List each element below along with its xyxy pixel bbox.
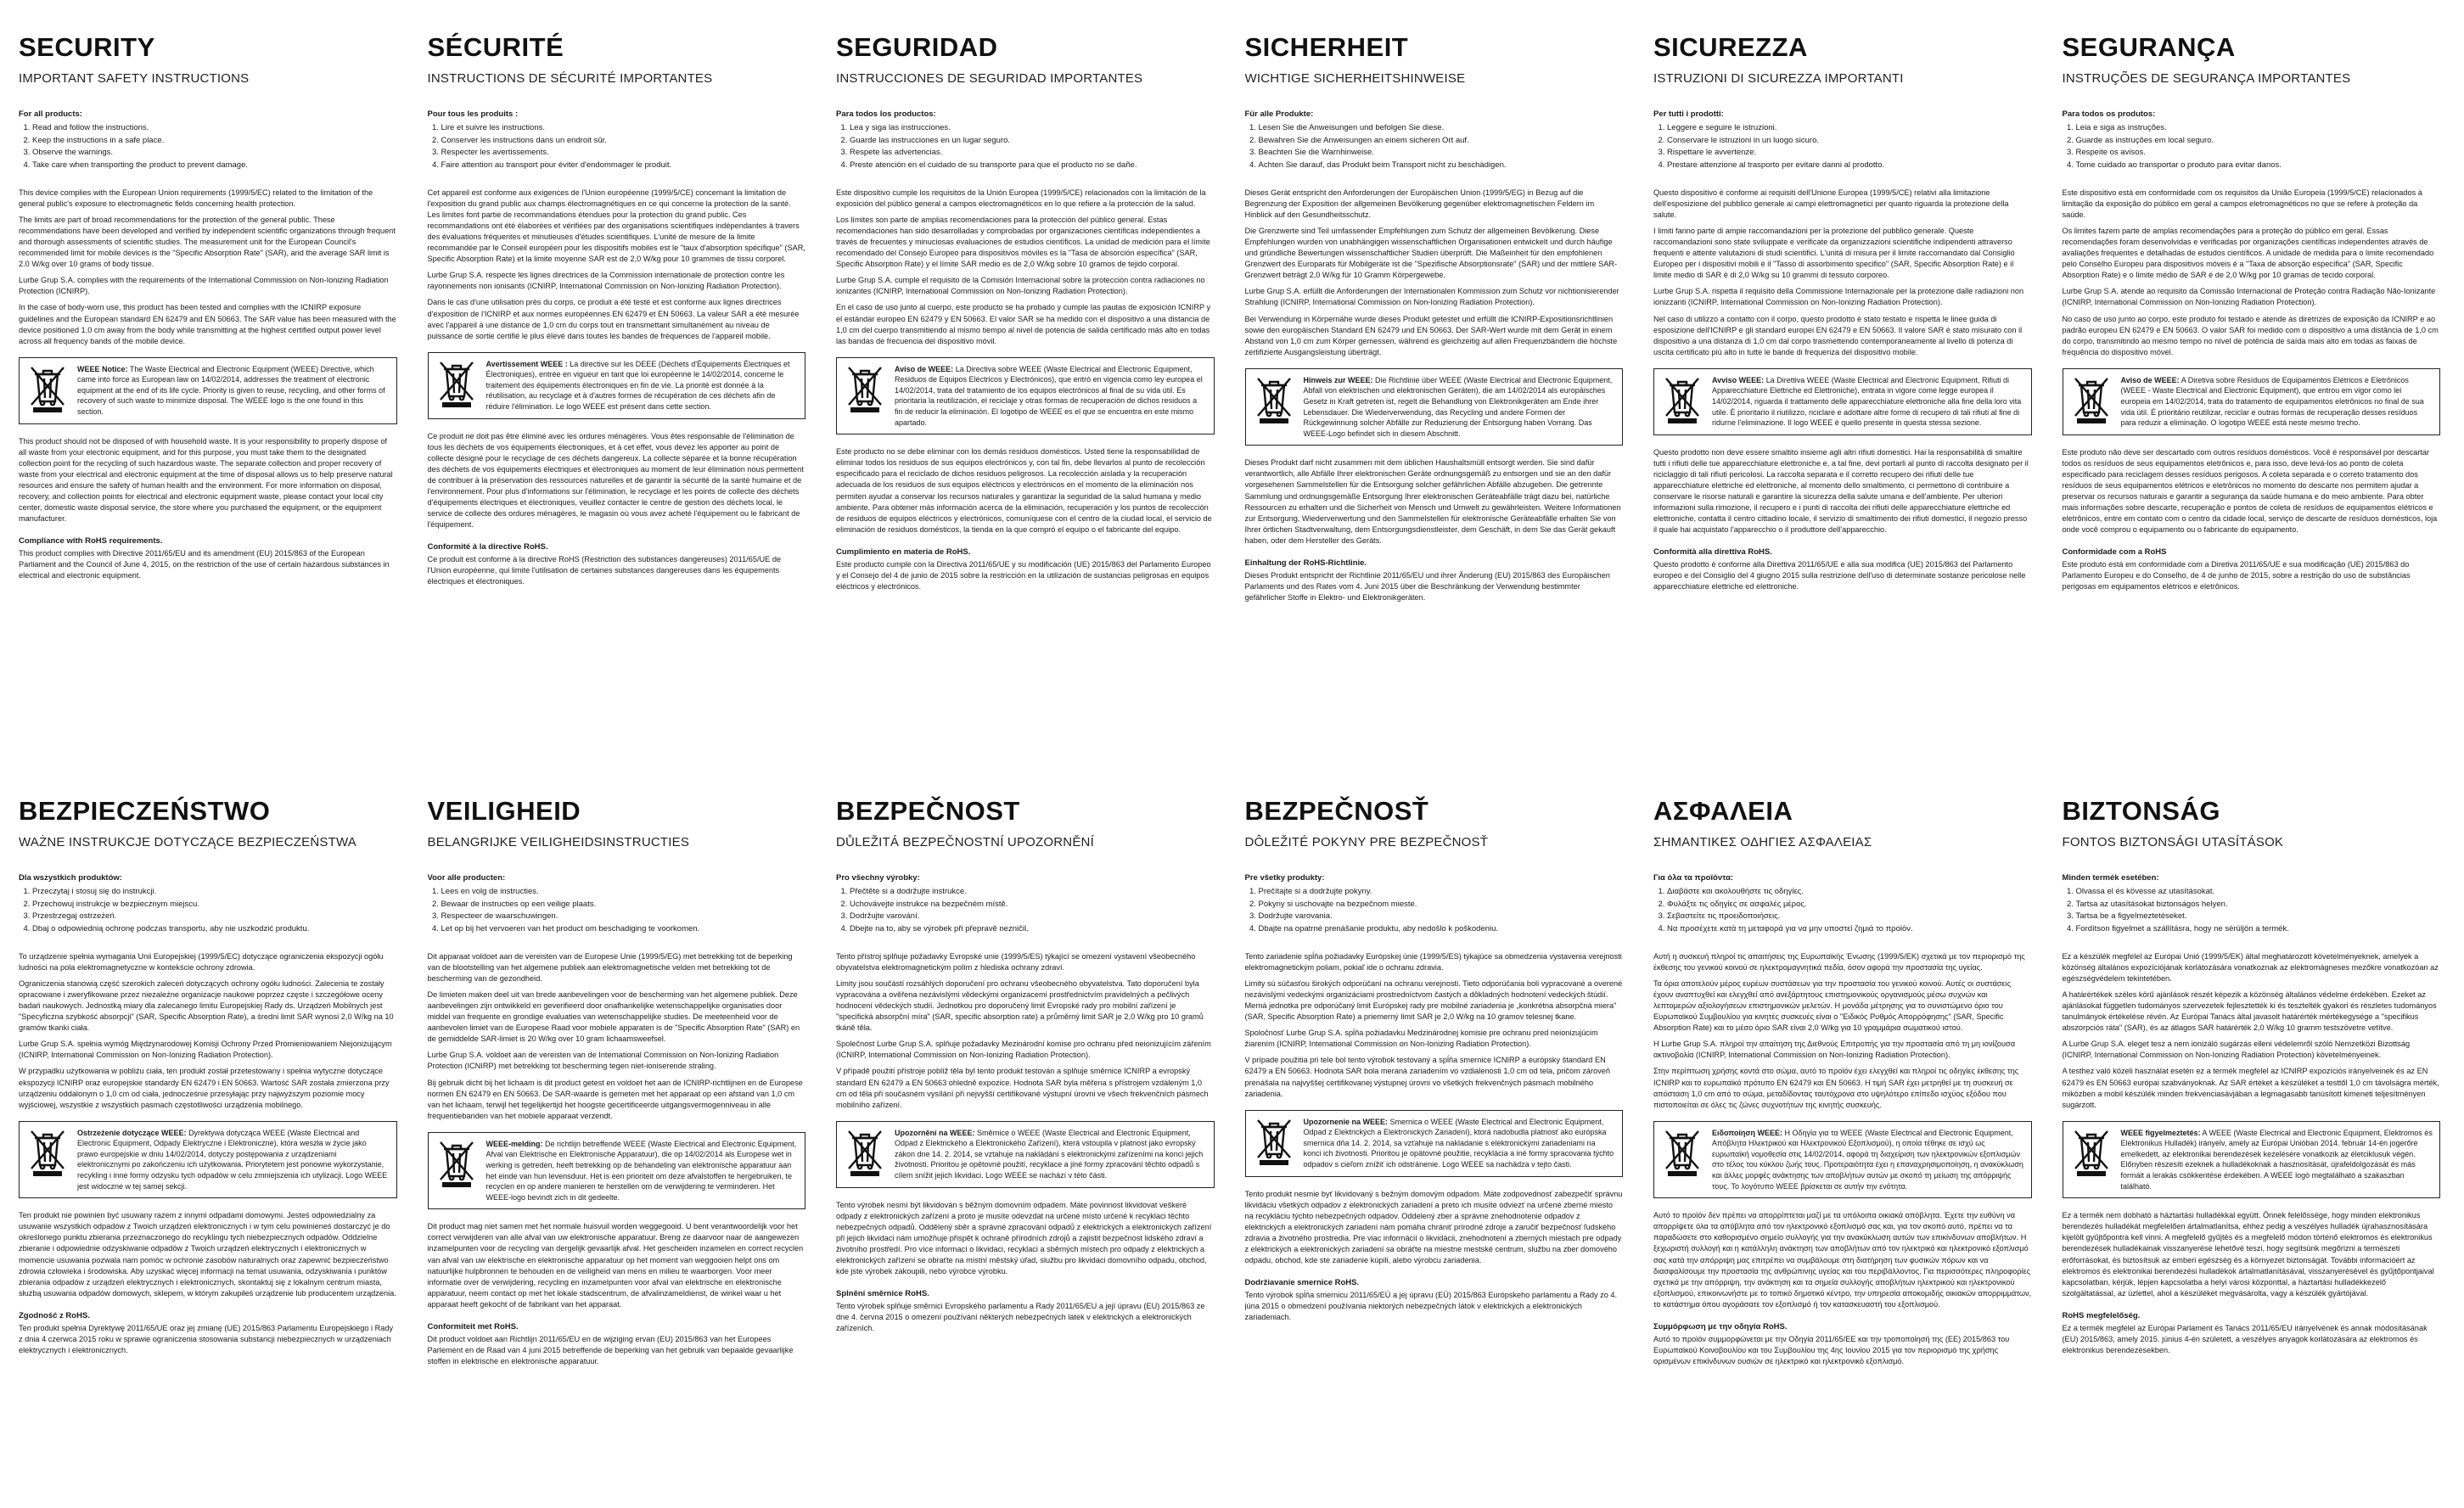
body-paragraph: Limity jsou součástí rozsáhlých doporučení pro ochranu všeobecného obyvatelstva. Tato doporučení byla vypracována a ověřena nezávislými vědeckými organizacemi prostřednictvím pravidelných a pečlivých hodnocení vědeckých studií. Jednotkou pro doporučený limit Evropské rady pro mobilní zařízení je "specifická absorpční míra" (SAR, specific absorption rate) a průměrný limit SAR je 2,0 W/kg pro 10 gramů tkáně těla. xyxy=(836,979,1204,1033)
rohs-title: Conformité à la directive RoHS. xyxy=(427,542,548,552)
body-paragraph: Lurbe Grup S.A. voldoet aan de vereisten van de International Commission on Non-Ionizing Radiation Protection (ICNIRP) met betrekking tot bescherming tegen niet-ioniserende straling. xyxy=(427,1051,779,1071)
sar-paragraphs xyxy=(428,951,806,1122)
instruction-item: 2. Pokyny si uschovajte na bezpečnom mieste. xyxy=(1259,899,1624,911)
weee-notice-box xyxy=(836,1121,1215,1188)
instruction-list xyxy=(19,122,397,172)
rohs-text: Este produto está em conformidade com a Diretiva 2011/65/UE e sua modificação (UE) 2015/863 do Parlamento Europeu e do Conselho, de 4 de junho de 2015, sobre a restrição do uso de substâncias perigosas em equipamentos elétricos e eletrônicos. xyxy=(2062,560,2411,591)
weee-notice-box xyxy=(1245,368,1624,446)
products-lead: Für alle Produkte: xyxy=(1244,109,1314,119)
instruction-item: 3. Dodržujte varování. xyxy=(850,911,1215,923)
instruction-item: 3. Respecter les avertissements. xyxy=(441,147,806,160)
weee-label: Upozornenie na WEEE: xyxy=(1303,1117,1389,1126)
body-paragraph: Este dispositivo cumple los requisitos de la Unión Europea (1999/5/CE) relacionados con la limitación de la exposición del público general a campos electromagnéticos en lo que refiere a la protección de la salud. xyxy=(836,188,1206,208)
weee-text xyxy=(2121,1128,2433,1192)
instruction-item: 1. Lire et suivre les instructions. xyxy=(441,122,806,135)
body-paragraph: Os limites fazem parte de amplas recomendações para a proteção do público em geral. Essas recomendações foram desenvolvidas e verificadas por organizações científicas independentes através de avaliações frequentes e detalhadas de estudos científicos. A unidade de medida para o limite recomendado pelo Conselho Europeu para dispositivos móveis é a "Taxa de absorção específica" (SAR, Specific Absorption Rate) e o limite médio de SAR é de 2,0 W/kg por 10 gramas de tecido corporal. xyxy=(2062,227,2434,280)
rohs-title: Conformità alla direttiva RoHS. xyxy=(1653,547,1772,558)
rohs-title: Zgodność z RoHS. xyxy=(19,1310,90,1320)
instruction-item: 3. Beachten Sie die Warnhinweise. xyxy=(1259,147,1624,160)
instruction-item: 1. Lees en volg de instructies. xyxy=(441,886,806,899)
body-paragraph: Ograniczenia stanowią część szerokich zaleceń dotyczących ochrony ogółu ludności. Zalecenia te zostały opracowane i zweryfikowane przez niezależne organizacje naukowe poprzez częste i szczegółowe oceny badań naukowych. Jednostką miary dla zalecanego limitu Europejskiej Rady ds. Urządzeń Mobilnych jest "Specyficzna szybkość absorpcji" (SAR, Specific Absorption Rate), a średni limit SAR wynosi 2,0 W/kg na 10 gramów tkanki ciała. xyxy=(19,979,394,1033)
body-paragraph: En el caso de uso junto al cuerpo, este producto se ha probado y cumple las pautas de exposición ICNIRP y el estándar europeo EN 62479 y EN 50663. El valor SAR se ha medido con el dispositivo a una distancia de 1,0 cm del cuerpo transmitiendo al mismo tiempo al nivel de potencia de salida certificado más alto en todas las bandas de frecuencia del dispositivo móvil. xyxy=(836,303,1211,345)
section-title: SEGURANÇA xyxy=(2062,32,2236,62)
weee-text xyxy=(77,1128,390,1192)
sar-paragraphs xyxy=(2063,951,2441,1111)
body-paragraph: Lurbe Grup S.A. complies with the requirements of the International Commission on Non-Ionizing Radiation Protection (ICNIRP). xyxy=(19,276,389,296)
rohs-text: Dit product voldoet aan Richtlijn 2011/65/EU en de wijziging ervan (EU) 2015/863 van het Europees Parlement en de Raad van 4 juni 2015 betreffende de beperking van het gebruik van bepaalde gevaarlijke stoffen in elektrische en elektronische apparatuur. xyxy=(427,1334,794,1365)
instruction-item: 2. Bewaar de instructies op een veilige plaats. xyxy=(441,899,806,911)
disposal-paragraphs xyxy=(428,431,806,531)
rohs-text: Ce produit est conforme à la directive RoHS (Restriction des substances dangereuses) 2011/65/UE de l'Union européenne, qui limite l'utilisation de certaines substances dangereuses dans les équipements électriques et électroniques. xyxy=(427,555,782,586)
products-lead: Pour tous les produits : xyxy=(427,109,519,119)
instruction-item: 3. Σεβαστείτε τις προειδοποιήσεις. xyxy=(1667,911,2032,923)
weee-body: La Direttiva WEEE (Waste Electrical and Electronic Equipment, Rifiuti di Apparecchiature Elettriche ed Elettroniche), entrata in vigore come legge europea il 14/02/2014, riguarda il trattamento delle apparecchiature elettroniche alla fine della loro vita utile. È prioritario il riutilizzo, riciclare e adottare altre forme di recupero di tali rifiuti al fine di ridurne l'eliminazione. Il logo WEEE è quello presente in questa stessa sezione. xyxy=(1712,375,2022,428)
weee-body: Směrnice o WEEE (Waste Electrical and Electronic Equipment, Odpad z Elektrického a Elektronického Zařízení), která vstoupila v platnost jako evropský zákon dne 14. 2. 2014, se vztahuje na nakládání s elektronickými zařízeními na konci jejich životnosti. Prioritou je opětovné použití, recyklace a jiné formy zpracování těchto odpadů s cílem snížit jejich likvidaci. Logo WEEE se nachází v této části. xyxy=(895,1128,1204,1180)
sar-paragraphs xyxy=(428,188,806,342)
crossed-bin-icon xyxy=(1661,1128,1703,1177)
section-subtitle: FONTOS BIZTONSÁGI UTASÍTÁSOK xyxy=(2062,835,2284,849)
weee-body: The Waste Electrical and Electronic Equipment (WEEE) Directive, which came into force as European law on 14/02/2014, addresses the treatment of electronic equipment at the end of its life cycle. Priority is given to reuse, recycling, and other forms of recovery of such waste to minimize disposal. The WEEE logo is the one found in this section. xyxy=(77,364,385,417)
instruction-list xyxy=(836,122,1215,172)
section-title: ΑΣΦΑΛΕΙΑ xyxy=(1653,796,1793,826)
body-paragraph: V prípade použitia pri tele bol tento výrobok testovaný a spĺňa smernice ICNIRP a európsky štandard EN 62479 a EN 50663. Hodnota SAR bola meraná zariadením vo vzdialenosti 1,0 cm od tela, pričom zároveň prenášala na najvyššej certifikovanej výstupnej úrovni vo všetkých frekvenčných pásmach mobilného zariadenia. xyxy=(1244,1056,1611,1098)
instruction-item: 4. Fordítson figyelmet a szállításra, hogy ne sérüljön a termék. xyxy=(2076,923,2441,936)
instruction-item: 3. Rispettare le avvertenze. xyxy=(1667,147,2032,160)
sar-paragraphs xyxy=(836,188,1215,347)
instruction-item: 4. Faire attention au transport pour éviter d'endommager le produit. xyxy=(441,160,806,172)
instruction-item: 4. Preste atención en el cuidado de su transporte para que el producto no se dañe. xyxy=(850,160,1215,172)
crossed-bin-icon xyxy=(1661,375,1703,424)
body-paragraph: A Lurbe Grup S.A. eleget tesz a nem ionizáló sugárzás elleni védelemről szóló Nemzetközi Bizottság (ICNIRP, International Commission on Non-Ionizing Radiation Protection) követelményeinek. xyxy=(2062,1040,2411,1060)
section-subtitle: INSTRUÇÕES DE SEGURANÇA IMPORTANTES xyxy=(2062,71,2351,86)
section-title: SICUREZZA xyxy=(1653,32,1808,62)
weee-text xyxy=(1712,375,2024,429)
body-paragraph: Στην περίπτωση χρήσης κοντά στο σώμα, αυτό το προϊόν έχει ελεγχθεί και πληροί τις οδηγίες έκθεσης της ICNIRP και το ευρωπαϊκό πρότυπο EN 62479 και EN 50663. Η τιμή SAR έχει μετρηθεί με τη συσκευή σε απόσταση 1,0 cm από το σώμα, μεταδίδοντας ταυτόχρονα στο υψηλότερο επίπεδο ισχύος εξόδου που πιστοποιείται σε όλες τις ζώνες συχνοτήτων της κινητής συσκευής. xyxy=(1653,1067,2019,1109)
body-paragraph: No caso de uso junto ao corpo, este produto foi testado e atende às diretrizes de exposição da ICNIRP e ao padrão europeu EN 62479 e EN 50663. O valor SAR foi medido com o dispositivo a uma distância de 1,0 cm do corpo, transmitindo ao mesmo tempo no nível de potência de saída mais alto em todas as faixas de frequência do dispositivo móvel. xyxy=(2062,314,2439,356)
disposal-paragraphs xyxy=(836,446,1215,535)
sar-paragraphs xyxy=(836,951,1215,1111)
weee-text xyxy=(895,1128,1207,1181)
weee-label: Ostrzeżenie dotyczące WEEE: xyxy=(77,1128,187,1137)
weee-label: Aviso de WEEE: xyxy=(2120,375,2180,384)
body-paragraph: Dans le cas d'une utilisation près du corps, ce produit a été testé et est conforme aux lignes directrices d'exposition de l'ICNIRP et aux normes européennes EN 62479 et EN 50663. La valeur SAR a été mesurée avec l'appareil à une distance de 1,0 cm du corps tout en transmettant simultanément au niveau de puissance de sortie certifié le plus élevé dans toutes les bandes de fréquences de l'appareil mobile. xyxy=(427,298,800,340)
disposal-paragraphs xyxy=(2063,447,2441,536)
disposal-paragraph: Ce produit ne doit pas être éliminé avec les ordures ménagères. Vous êtes responsable de l'élimination de tous les déchets de vos équipements électroniques, et à cet effet, vous devez les apporter au point de collecte désigné pour le recyclage de ces déchets dangereux. La collecte séparée et la bonne récupération des déchets de vos équipements électriques et électroniques au moment de leur élimination nous permettent de contribuer à la préservation des ressources naturelles et de garantir la sécurité de la santé humaine et de l'environnement. Pour plus d'informations sur l'élimination, le recyclage et les points de collecte des déchets d'équipements électriques et électroniques, veuillez contacter le centre de gestion des déchets local, le service de collecte des ordures ménagères, le magasin où vous avez acheté l'équipement ou le fabricant de l'équipement. xyxy=(427,431,804,530)
instruction-list xyxy=(1653,886,2032,936)
body-paragraph: Este dispositivo está em conformidade com os requisitos da União Europeia (1999/5/CE) relacionados à limitação da exposição do público em geral a campos eletromagnéticos no que se refere à proteção da saúde. xyxy=(2062,188,2422,219)
crossed-bin-icon xyxy=(1253,375,1295,424)
weee-label: Avertissement WEEE : xyxy=(486,359,568,368)
crossed-bin-icon xyxy=(1253,1117,1295,1166)
weee-notice-box xyxy=(1653,1121,2032,1199)
language-section xyxy=(428,771,811,1508)
crossed-bin-icon xyxy=(2070,1128,2113,1177)
sar-paragraphs xyxy=(2063,188,2441,358)
instruction-list xyxy=(1653,122,2032,172)
body-paragraph: Lurbe Grup S.A. spełnia wymóg Międzynarodowej Komisji Ochrony Przed Promieniowaniem Niejonizującym (ICNIRP, International Commission on Non-Ionizing Radiation Protection). xyxy=(19,1040,392,1060)
section-subtitle: DŮLEŽITÁ BEZPEČNOSTNÍ UPOZORNĚNÍ xyxy=(836,835,1094,849)
disposal-paragraph: This product should not be disposed of with household waste. It is your responsibility to properly dispose of all waste from your electronic equipment, and for this purpose, you must take them to the designated collection point for the recycling of such hazardous waste. The separate collection and proper recovery of waste from your electrical and electronic equipment at the time of disposal allows us to help preserve natural resources and ensure the safety of human health and the environment. For more information on disposal, recovery, and collection points for electrical and electronic equipment waste, please contact your local city center, domestic waste disposal service, the store where you purchased the equipment, or the equipment manufacturer. xyxy=(19,436,393,524)
section-title: BEZPEČNOSŤ xyxy=(1244,796,1429,826)
body-paragraph: Limity sú súčasťou širokých odporúčaní na ochranu verejnosti. Tieto odporúčania boli vypracované a overené nezávislými vedeckými organizáciami prostredníctvom častých a dôkladných hodnotení vedeckých štúdií. Merná jednotka pre odporúčaný limit Európskej rady pre mobilné zariadenia je „konkrétna absorpčná miera" (SAR, Specific Absorption Rate) a priemerný limit SAR je 2,0 W/kg na 10 gramov telesnej tkane. xyxy=(1244,979,1623,1022)
crossed-bin-icon xyxy=(435,1139,478,1188)
instruction-item: 2. Tartsa az utasításokat biztonságos helyen. xyxy=(2076,899,2441,911)
disposal-paragraphs xyxy=(2063,1210,2441,1299)
weee-text xyxy=(77,364,390,418)
body-paragraph: A testhez való közeli használat esetén ez a termék megfelel az ICNIRP expozíciós irányelveinek és az EN 62479 és EN 50663 európai szabványoknak. Az SAR értéket a készüléket a testtől 1,0 cm távolságra mérték, miközben a mobil készülék minden frekvenciasávjában a legmagasabb tanúsított kimeneti teljesítményen sugárzott. xyxy=(2062,1067,2439,1109)
instruction-item: 1. Lea y siga las instrucciones. xyxy=(850,122,1215,135)
language-section xyxy=(1245,771,1629,1508)
sar-paragraphs xyxy=(19,951,397,1111)
weee-text xyxy=(2121,375,2433,429)
weee-label: Upozornění na WEEE: xyxy=(895,1128,975,1137)
disposal-paragraphs xyxy=(1653,1210,2032,1310)
instruction-item: 3. Respete las advertencias. xyxy=(850,147,1215,160)
instruction-item: 2. Przechowuj instrukcje w bezpiecznym miejscu. xyxy=(32,899,397,911)
instruction-item: 4. Dbajte na opatrné prenášanie produktu, aby nedošlo k poškodeniu. xyxy=(1259,923,1624,936)
body-paragraph: The limits are part of broad recommendations for the protection of the general public. These recommendations have been developed and verified by independent scientific organizations through frequent and thorough assessments of scientific studies. The measurement unit for the European Council's recommended limit for mobile devices is the "Specific Absorption Rate" (SAR), and the average SAR limit is 2.0 W/kg over 10 grams of body tissue. xyxy=(19,216,396,269)
weee-notice-box xyxy=(428,352,806,419)
disposal-paragraph: Este producto no se debe eliminar con los demás residuos domésticos. Usted tiene la responsabilidad de eliminar todos los residuos de sus equipos electrónicos y, con tal fin, debe llevarlos al punto de recolección especificado para el reciclado de dichos residuos peligrosos. La recolección aislada y la recuperación adecuada de los residuos de sus equipos eléctricos y electrónicos en el momento de la eliminación nos permiten ayudar a conservar los recursos naturales y garantizar la seguridad de la salud humana y medio ambiente. Para obtener más información acerca de la eliminación, recuperación y los puntos de recolección de residuos de equipos eléctricos y electrónicos, comuníquese con el centro de la ciudad local, el servicio de eliminación de residuos domésticos, la tienda en la que compró el equipo o el fabricante del equipo. xyxy=(836,447,1212,534)
weee-text xyxy=(486,1139,799,1203)
section-title: SÉCURITÉ xyxy=(427,32,564,62)
instruction-list xyxy=(19,886,397,936)
disposal-paragraphs xyxy=(836,1200,1215,1277)
body-paragraph: Los límites son parte de amplias recomendaciones para la protección del público general. Estas recomendaciones han sido desarrolladas y comprobadas por organizaciones científicas independientes a través de frecuentes y minuciosas evaluaciones de estudios científicos. La unidad de medición para el límite recomendado del Consejo Europeo para dispositivos móviles es la "Tasa de absorción específica" (SAR, Specific Absorption Rate) y el límite SAR medio es de 2,0 W/kg sobre 10 gramos de tejido corporal. xyxy=(836,216,1210,269)
crossed-bin-icon xyxy=(2070,375,2113,424)
section-subtitle: DÔLEŽITÉ POKYNY PRE BEZPEČNOSŤ xyxy=(1244,835,1489,849)
body-paragraph: Questo dispositivo è conforme ai requisiti dell'Unione Europea (1999/5/CE) relativi alla limitazione dell'esposizione del pubblico generale ai campi elettromagnetici per quanto riguarda la protezione della salute. xyxy=(1653,188,2009,219)
body-paragraph: Společnost Lurbe Grup S.A. splňuje požadavky Mezinárodní komise pro ochranu před neionizujícím zářením (ICNIRP, International Commission on Non-Ionizing Radiation Protection). xyxy=(836,1040,1211,1060)
body-paragraph: Dieses Gerät entspricht den Anforderungen der Europäischen Union (1999/5/EG) in Bezug auf die Begrenzung der Exposition der allgemeinen Bevölkerung gegenüber elektromagnetischen Feldern im Hinblick auf den Gesundheitsschutz. xyxy=(1244,188,1595,219)
weee-body: Dyrektywa dotycząca WEEE (Waste Electrical and Electronic Equipment, Odpady Elektryczne i Elektroniczne), która weszła w życie jako prawo europejskie w dniu 14/02/2014, dotyczy postępowania z urządzeniami elektronicznymi po zakończeniu ich użytkowania. Priorytetem jest ponowne wykorzystanie, recykling i inne formy odzysku tych odpadów w celu zmniejszenia ich utylizacji. Logo WEEE jest widoczne w tej samej sekcji. xyxy=(77,1128,388,1191)
products-lead: Per tutti i prodotti: xyxy=(1653,109,1724,119)
crossed-bin-icon xyxy=(26,1128,69,1177)
disposal-paragraph: Questo prodotto non deve essere smaltito insieme agli altri rifiuti domestici. Hai la responsabilità di smaltire tutti i rifiuti delle tue apparecchiature elettroniche e, a tal fine, devi portarli al punto di raccolta designato per il riciclaggio di tali rifiuti pericolosi. La raccolta separata e il corretto recupero dei rifiuti delle tue apparecchiature elettriche ed elettroniche, al momento dello smaltimento, ci permettono di contribuire a conservare le risorse naturali e garantire la sicurezza della salute umana e dell'ambiente. Per ulteriori informazioni sulla rimozione, il recupero e i punti di raccolta dei rifiuti delle apparecchiature elettriche ed elettroniche, contatta il centro cittadino locale, il servizio di smaltimento dei rifiuti domestici, il negozio presso il quale hai acquistato l'apparecchio o il produttore dell'apparecchio. xyxy=(1653,447,2029,535)
instruction-item: 3. Tartsa be a figyelmeztetéseket. xyxy=(2076,911,2441,923)
products-lead: Voor alle producten: xyxy=(427,873,506,883)
products-lead: Dla wszystkich produktów: xyxy=(19,873,122,883)
instruction-item: 2. Uchovávejte instrukce na bezpečném místě. xyxy=(850,899,1215,911)
weee-body: Η Οδηγία για τα WEEE (Waste Electrical and Electronic Equipment, Απόβλητα Ηλεκτρικού και Ηλεκτρονικού Εξοπλισμού), η οποία τέθηκε σε ισχύ ως ευρωπαϊκή νομοθεσία στις 14/02/2014, αφορά τη διαχείριση των ηλεκτρονικών εξοπλισμών στο τέλος του κύκλου ζωής τους. Προτεραιότητα έχει η επαναχρησιμοποίηση, η ανακύκλωση και άλλες μορφές ανάκτησης των αποβλήτων αυτών με σκοπό τη μείωση της απόρριψής τους. Το λογότυπο WEEE βρίσκεται σε αυτήν την ενότητα. xyxy=(1712,1128,2023,1191)
rohs-title: Conformiteit met RoHS. xyxy=(427,1321,519,1331)
instruction-item: 4. Prestare attenzione al trasporto per evitare danni al prodotto. xyxy=(1667,160,2032,172)
disposal-paragraphs xyxy=(428,1221,806,1310)
instruction-item: 3. Przestrzegaj ostrzeżeń. xyxy=(32,911,397,923)
language-section xyxy=(1653,32,2037,771)
body-paragraph: Bei Verwendung in Körpernähe wurde dieses Produkt getestet und erfüllt die ICNIRP-Expositionsrichtlinien sowie den europäischen Standard EN 62479 und EN 50663. Der SAR-Wert wurde mit dem Gerät in einem Abstand von 1,0 cm zum Körper gemessen, während es gleichzeitig auf allen Frequenzbändern die höchste zertifizierte Ausgangsleistung überträgt. xyxy=(1244,314,1618,356)
section-subtitle: ISTRUZIONI DI SICUREZZA IMPORTANTI xyxy=(1653,71,1904,86)
body-paragraph: In the case of body-worn use, this product has been tested and complies with the ICNIRP exposure guidelines and the European standard EN 62479 and EN 50663. The SAR value has been measured with the device positioned 1.0 cm away from the body while transmitting at the highest certified output power level across all frequency bands of the mobile device. xyxy=(19,303,396,345)
instruction-item: 2. Guarde as instruções em local seguro. xyxy=(2076,135,2441,148)
weee-label: Avviso WEEE: xyxy=(1712,375,1765,384)
body-paragraph: I limiti fanno parte di ampie raccomandazioni per la protezione del pubblico generale. Queste raccomandazioni sono state sviluppate e verificate da organizzazioni scientifiche indipendenti attraverso frequenti e attente valutazioni di studi scientifici. L'unità di misura per il limite raccomandato dal Consiglio Europeo per i dispositivi mobili è il "Tasso di assorbimento specifico" (SAR, Specific Absorption Rate) e il limite medio di SAR è di 2,0 W/kg su 10 grammi di tessuto corporeo. xyxy=(1653,227,2015,280)
instruction-item: 2. Conserver les instructions dans un endroit sûr. xyxy=(441,135,806,148)
section-title: BEZPIECZEŃSTWO xyxy=(19,796,271,826)
weee-notice-box xyxy=(2063,368,2441,435)
instruction-list xyxy=(836,886,1215,936)
rohs-title: Einhaltung der RoHS-Richtlinie. xyxy=(1244,558,1367,568)
instruction-item: 2. Guarde las instrucciones en un lugar seguro. xyxy=(850,135,1215,148)
instruction-item: 2. Bewahren Sie die Anweisungen an einem sicheren Ort auf. xyxy=(1259,135,1624,148)
sar-paragraphs xyxy=(1245,951,1624,1100)
sar-paragraphs xyxy=(1245,188,1624,358)
products-lead: Para todos los productos: xyxy=(836,109,936,119)
weee-text xyxy=(486,359,799,412)
weee-label: Ειδοποίηση WEEE: xyxy=(1712,1128,1782,1137)
section-title: BIZTONSÁG xyxy=(2062,796,2220,826)
body-paragraph: Lurbe Grup S.A. respecte les lignes directrices de la Commission internationale de protection contre les rayonnements non ionisants (ICNIRP, International Commission on Non-Ionizing Radiation Protection). xyxy=(427,271,785,291)
rohs-text: Tento výrobek splňuje směrnici Evropského parlamentu a Rady 2011/65/EU a její úpravu (EU) 2015/863 ze dne 4. června 2015 o omezení používání některých nebezpečných látek v elektrických a elektronických zařízeních. xyxy=(836,1302,1205,1333)
section-title: SICHERHEIT xyxy=(1244,32,1409,62)
language-section xyxy=(2063,771,2446,1508)
instruction-item: 1. Lesen Sie die Anweisungen und befolgen Sie diese. xyxy=(1259,122,1624,135)
body-paragraph: Ez a készülék megfelel az Európai Unió (1999/5/EK) által meghatározott követelményeknek, amelyek a közönség általános expozíciójának korlátozására vonatkoznak az elektromágneses mezőkre vonatkozóan az egészségvédelem tekintetében. xyxy=(2062,951,2439,983)
instruction-item: 1. Read and follow the instructions. xyxy=(32,122,397,135)
instruction-item: 3. Observe the warnings. xyxy=(32,147,397,160)
instruction-item: 2. Conservare le istruzioni in un luogo sicuro. xyxy=(1667,135,2032,148)
rohs-title: Conformidade com a RoHS xyxy=(2062,547,2167,558)
rohs-text: Questo prodotto è conforme alla Direttiva 2011/65/UE e alla sua modifica (UE) 2015/863 del Parlamento europeo e del Consiglio del 4 giugno 2015 sulla restrizione dell'uso di determinate sostanze pericolose nelle apparecchiature elettriche ed elettroniche. xyxy=(1653,560,2026,591)
body-paragraph: This device complies with the European Union requirements (1999/5/EC) related to the limitation of the general public's exposure to electromagnetic fields concerning health protection. xyxy=(19,188,373,208)
rohs-text: Αυτό το προϊόν συμμορφώνεται με την Οδηγία 2011/65/ΕΕ και την τροποποίησή της (ΕΕ) 2015/863 του Ευρωπαϊκού Κοινοβουλίου και του Συμβουλίου της 4ης Ιουνίου 2015 για τον περιορισμό της χρήσης ορισμένων επικίνδυνων ουσιών σε ηλεκτρικό και ηλεκτρονικό εξοπλισμό. xyxy=(1653,1334,2010,1365)
weee-notice-box xyxy=(1245,1110,1624,1177)
sar-paragraphs xyxy=(1653,951,2032,1111)
body-paragraph: Tento zariadenie spĺňa požiadavky Európskej únie (1999/5/ES) týkajúce sa obmedzenia vystavenia verejnosti elektromagnetickým poliam, pokiaľ ide o ochranu zdravia. xyxy=(1244,951,1622,972)
weee-text xyxy=(1304,375,1616,440)
body-paragraph: To urządzenie spełnia wymagania Unii Europejskiej (1999/5/EC) dotyczące ograniczenia ekspozycji ogółu ludności na pola elektromagnetyczne w kontekście ochrony zdrowia. xyxy=(19,951,384,972)
weee-body: La Directiva sobre WEEE (Waste Electrical and Electronic Equipment, Residuos de Equipos Eléctricos y Electrónicos), que entró en vigencia como ley europea el 14/02/2014, trata del tratamiento de los equipos electrónicos al final de su vida útil. Es prioritaria la reutilización, el reciclaje y otras formas de recuperación de dichos residuos a fin de reducir la eliminación. El logotipo de WEEE es el que se encuentra en este mismo apartado. xyxy=(895,364,1203,427)
instruction-list xyxy=(2063,122,2441,172)
crossed-bin-icon xyxy=(26,364,69,413)
rohs-text: Ten produkt spełnia Dyrektywę 2011/65/UE oraz jej zmianę (UE) 2015/863 Parlamentu Europejskiego i Rady z dnia 4 czerwca 2015 roku w sprawie ograniczenia stosowania substancji niebezpiecznych w urządzeniach elektrycznych i elektronicznych. xyxy=(19,1323,394,1354)
language-section xyxy=(19,32,402,771)
section-subtitle: ΣΗΜΑΝΤΙΚΕΣ ΟΔΗΓΙΕΣ ΑΣΦΑΛΕΙΑΣ xyxy=(1653,835,1872,849)
instruction-item: 2. Φυλάξτε τις οδηγίες σε ασφαλές μέρος. xyxy=(1667,899,2032,911)
body-paragraph: W przypadku użytkowania w pobliżu ciała, ten produkt został przetestowany i spełnia wytyczne dotyczące ekspozycji ICNIRP oraz europejskie standardy EN 62479 i EN 50663. Wartość SAR została zmierzona przy urządzeniu oddalonym o 1,0 cm od ciała, jednocześnie przesyłając przy najwyższym poziomie mocy wyjściowej, wszystkie z wszystkich pasmach częstotliwości urządzenia mobilnego. xyxy=(19,1067,390,1109)
weee-text xyxy=(895,364,1207,429)
instruction-item: 4. Let op bij het vervoeren van het product om beschadiging te voorkomen. xyxy=(441,923,806,936)
crossed-bin-icon xyxy=(435,359,478,408)
language-section xyxy=(2063,32,2446,771)
disposal-paragraphs xyxy=(1653,447,2032,536)
crossed-bin-icon xyxy=(844,364,886,413)
weee-body: Smernica o WEEE (Waste Electrical and Electronic Equipment, Odpad z Elektrických a Elektronických Zariadení), ktorá nadobudla platnosť ako európska smernica dňa 14. 2. 2014, sa vzťahuje na nakladanie s elektronickými zariadeniami na konci ich životnosti. Prioritou je opätovné použitie, recyklácia a iné formy spracovania týchto odpadov s cieľom znížiť ich odstránenie. Logo WEEE sa nachádza v tejto časti. xyxy=(1303,1117,1614,1169)
body-paragraph: Nel caso di utilizzo a contatto con il corpo, questo prodotto è stato testato e rispetta le linee guida di esposizione dell'ICNIRP e gli standard europei EN 62479 e EN 50663. Il valore SAR è stato misurato con il dispositivo a una distanza di 1,0 cm dal corpo trasmettendo contemporaneamente al livello di potenza di uscita certificato più alto in tutte le bande di frequenza del dispositivo mobile. xyxy=(1653,314,2023,356)
products-lead: Para todos os produtos: xyxy=(2062,109,2156,119)
sar-paragraphs xyxy=(1653,188,2032,358)
language-section xyxy=(836,771,1220,1508)
weee-label: Hinweis zur WEEE: xyxy=(1303,375,1373,384)
body-paragraph: Lurbe Grup S.A. cumple el requisito de la Comisión Internacional sobre la protección contra radiaciones no ionizantes (ICNIRP, International Commission on Non-Ionizing Radiation Protection). xyxy=(836,276,1205,296)
instruction-list xyxy=(1245,886,1624,936)
rohs-title: RoHS megfelelőség. xyxy=(2062,1310,2141,1320)
section-title: SEGURIDAD xyxy=(836,32,998,62)
weee-text xyxy=(1712,1128,2024,1192)
section-title: BEZPEČNOST xyxy=(836,796,1020,826)
body-paragraph: V případě použití přístroje poblíž těla byl tento produkt testován a splňuje směrnice ICNIRP a evropský standard EN 62479 a EN 50663 ohledně expozice. Hodnota SAR byla měřena s přístrojem vzdáleným 1,0 cm od těla při současném vysílání při nejvyšší certifikované výstupní úrovni ve všech frekvenčních pásmech mobilního zařízení. xyxy=(836,1067,1209,1109)
body-paragraph: Die Grenzwerte sind Teil umfassender Empfehlungen zum Schutz der allgemeinen Bevölkerung. Diese Empfehlungen wurden von unabhängigen wissenschaftlichen Organisationen entwickelt und durch häufige und gründliche Bewertungen wissenschaftlicher Studien überprüft. Die Maßeinheit für den empfohlenen Grenzwert des Europarats für Mobilgeräte ist die "Spezifische Absorptionsrate" (SAR) und der mittlere SAR-Grenzwert beträgt 2,0 W/kg für 10 Gramm Körpergewebe. xyxy=(1244,227,1618,280)
body-paragraph: Lurbe Grup S.A. atende ao requisito da Comissão Internacional de Proteção contra Radiação Não-Ionizante (ICNIRP, International Commission on Non-Ionizing Radiation Protection). xyxy=(2062,287,2436,307)
section-title: SECURITY xyxy=(19,32,155,62)
weee-label: Aviso de WEEE: xyxy=(895,364,954,373)
instruction-item: 3. Respeite os avisos. xyxy=(2076,147,2441,160)
products-lead: Pre všetky produkty: xyxy=(1244,873,1325,883)
products-lead: Minden termék esetében: xyxy=(2062,873,2159,883)
language-section xyxy=(836,32,1220,771)
weee-body: A WEEE (Waste Electrical and Electronic Equipment, Elektromos és Elektronikus Hulladék) irányelv, amely az Európai Unióban 2014. február 14-én jogerőre emelkedett, az elektronikai berendezések kezelésére vonatkozik az életciklusuk végén. Előnyben részesíti ezeknek a hulladékoknak a hasznosítását, újrafeldolgozását és más formáit a lerakás csökkentése érdekében. A WEEE logó megtalálható a szakaszban található. xyxy=(2120,1128,2433,1191)
instruction-item: 4. Take care when transporting the product to prevent damage. xyxy=(32,160,397,172)
weee-body: De richtlijn betreffende WEEE (Waste Electrical and Electronic Equipment, Afval van Elektrische en Elektronische Apparatuur), die op 14/02/2014 als Europese wet in werking is getreden, heeft betrekking op de behandeling van elektronische apparatuur aan het einde van hun levensduur. Het is een prioriteit om deze afvalstoffen te hergebruiken, te recyclen en op andere manieren te herstellen om de verwijdering te verminderen. Het WEEE-logo bevindt zich in dit gedeelte. xyxy=(486,1139,797,1202)
disposal-paragraph: Este produto não deve ser descartado com outros resíduos domésticos. Você é responsável por descartar todos os resíduos de seus equipamentos eletrônicos e, para isso, deve levá-los ao ponto de coleta especificado para reciclagem desses resíduos perigosos. A coleta separada e o correto tratamento dos resíduos de seus equipamentos elétricos e eletrônicos no momento do descarte nos permitem ajudar a preservar os recursos naturais e garantir a segurança da saúde humana e do meio ambiente. Para obter mais informações sobre descarte, recuperação e pontos de coleta de resíduos de equipamentos elétricos e eletrônicos, entre em contato com o centro da cidade local, serviço de descarte de resíduos domésticos, loja onde você comprou o equipamento ou o fabricante do equipamento. xyxy=(2062,447,2438,535)
section-subtitle: IMPORTANT SAFETY INSTRUCTIONS xyxy=(19,71,250,86)
language-section xyxy=(1245,32,1629,771)
language-section xyxy=(1653,771,2037,1508)
instruction-item: 2. Keep the instructions in a safe place. xyxy=(32,135,397,148)
body-paragraph: Τα όρια αποτελούν μέρος ευρέων συστάσεων για την προστασία του γενικού κοινού. Αυτές οι συστάσεις έχουν αναπτυχθεί και ελεγχθεί από ανεξάρτητους επιστημονικούς οργανισμούς μέσω συχνών και λεπτομερών αξιολογήσεων επιστημονικών μελετών. Η μονάδα μέτρησης για το συνιστώμενο όριο του Ευρωπαϊκού Συμβουλίου για κινητές συσκευές είναι ο "Ειδικός Ρυθμός Απορρόφησης" (SAR, Specific Absorption Rate) και το μέσο όριο SAR είναι 2,0 W/kg για 10 γραμμάρια σωματικού ιστού. xyxy=(1653,979,2012,1033)
rohs-title: Dodržiavanie smernice RoHS. xyxy=(1244,1278,1360,1288)
disposal-paragraph: Ten produkt nie powinien być usuwany razem z innymi odpadami domowymi. Jesteś odpowiedzialny za usuwanie wszystkich odpadów z Twoich urządzeń elektronicznych i w tym celu powinieneś dostarczyć je do określonego punktu zbierania przeznaczonego do recyklingu tych niebezpiecznych odpadów. Oddzielne zbieranie i odpowiednie odzyskiwanie odpadów z Twoich urządzeń elektrycznych i elektronicznych w momencie usuwania pozwala nam pomóc w ochronie zasobów naturalnych oraz zapewnić bezpieczeństwo zdrowia człowieka i środowiska. Aby uzyskać więcej informacji na temat usuwania, odzyskiwania i punktów zbierania odpadów z urządzeń elektrycznych i elektronicznych, skontaktuj się z lokalnym centrum miasta, służbą usuwania odpadów domowych, sklepem, w którym zakupiłeś urządzenie lub producentem urządzenia. xyxy=(19,1211,396,1298)
weee-label: WEEE Notice: xyxy=(77,364,128,373)
products-lead: Pro všechny výrobky: xyxy=(836,873,920,883)
crossed-bin-icon xyxy=(844,1128,886,1177)
instruction-list xyxy=(1245,122,1624,172)
body-paragraph: Tento přístroj splňuje požadavky Evropské unie (1999/5/ES) týkající se omezení vystavení všeobecného obyvatelstva elektromagnetickým polím z hlediska ochrany zdraví. xyxy=(836,951,1196,972)
disposal-paragraph: Αυτό το προϊόν δεν πρέπει να απορρίπτεται μαζί με τα υπόλοιπα οικιακά απόβλητα. Έχετε την ευθύνη να απορρίψετε όλα τα απόβλητα από τον ηλεκτρονικό εξοπλισμό σας και, για τον σκοπό αυτό, πρέπει να τα παραδώσετε στο καθορισμένο σημείο συλλογής για την ανακύκλωση αυτών των επικίνδυνων αποβλήτων. Η ξεχωριστή συλλογή και η κατάλληλη ανάκτηση των αποβλήτων από τον ηλεκτρικό και ηλεκτρονικό εξοπλισμό σας κατά την απόρριψη μας επιτρέπει να συμβάλουμε στη διατήρηση των φυσικών πόρων και να διασφαλίσουμε την προστασία της ανθρώπινης υγείας και του περιβάλλοντος. Για περισσότερες πληροφορίες σχετικά με την απόρριψη, την ανάκτηση και τα σημεία συλλογής αποβλήτων ηλεκτρικού και ηλεκτρονικού εξοπλισμού, επικοινωνήστε με το τοπικό δημοτικό κέντρο, την υπηρεσία αποκομιδής οικιακών απορριμμάτων, το κατάστημα όπου αγοράσατε τον εξοπλισμό ή τον κατασκευαστή του εξοπλισμού. xyxy=(1653,1211,2032,1309)
disposal-paragraphs xyxy=(1245,457,1624,547)
weee-notice-box xyxy=(19,357,397,424)
instruction-item: 1. Leggere e seguire le istruzioni. xyxy=(1667,122,2032,135)
disposal-paragraphs xyxy=(19,436,397,525)
body-paragraph: A határértékek széles körű ajánlások részét képezik a közönség általános védelme érdekében. Ezeket az ajánlásokat független tudományos szervezetek fejlesztették ki és tesztelték gyakori és részletes tudományos tanulmányok értékelése révén. Az Európai Tanács által javasolt határérték mértékegysége a "specifikus abszorpciós ráta" (SAR), és az átlagos SAR határérték 2,0 W/kg 10 gramm testszövetre vetítve. xyxy=(2062,990,2437,1033)
disposal-paragraph: Tento produkt nesmie byť likvidovaný s bežným domovým odpadom. Máte zodpovednosť zabezpečiť správnu likvidáciu všetkých odpadov z elektronických zariadení a preto ich musíte odviezť na určené zberné miesto na recykláciu týchto nebezpečných odpadov. Oddelený zber a správne znehodnotenie odpadov z elektrických a elektronických zariadení nám pomáha chrániť prírodné zdroje a zaručiť bezpečnosť ľudského zdravia a životného prostredia. Pre viac informácií o likvidácii, znehodnotení a zberných miestach pre odpady z elektrických a elektronických zariadení sa obráťte na miestne mestské centrum, službu na zber domového odpadu, obchod, kde ste zariadenie kúpili, alebo výrobcu zariadenia. xyxy=(1244,1189,1623,1264)
instruction-item: 3. Dodržujte varovania. xyxy=(1259,911,1624,923)
instruction-item: 4. Dbejte na to, aby se výrobek při přepravě nezničil. xyxy=(850,923,1215,936)
body-paragraph: Bij gebruik dicht bij het lichaam is dit product getest en voldoet het aan de ICNIRP-richtlijnen en de Europese normen EN 62479 en EN 50663. De SAR-waarde is gemeten met het apparaat op een afstand van 1,0 cm van het lichaam, terwijl het tegelijkertijd het hoogste gecertificeerde uitgangsvermogenniveau in alle frequentiebanden van het mobiele apparaat verzendt. xyxy=(427,1078,803,1120)
body-paragraph: Αυτή η συσκευή πληροί τις απαιτήσεις της Ευρωπαϊκής Ένωσης (1999/5/ΕΚ) σχετικά με τον περιορισμό της έκθεσης του γενικού κοινού σε ηλεκτρομαγνητικά πεδία, όσον αφορά την προστασία της υγείας. xyxy=(1653,951,2025,972)
instruction-item: 4. Dbaj o odpowiednią ochronę podczas transportu, aby nie uszkodzić produktu. xyxy=(32,923,397,936)
weee-label: WEEE figyelmeztetés: xyxy=(2120,1128,2201,1137)
body-paragraph: Lurbe Grup S.A. erfüllt die Anforderungen der Internationalen Kommission zum Schutz vor nichtionisierender Strahlung (ICNIRP, International Commission on Non-Ionizing Radiation Protection). xyxy=(1244,287,1619,307)
rohs-title: Splnění směrnice RoHS. xyxy=(836,1289,929,1299)
body-paragraph: Spoločnosť Lurbe Grup S.A. spĺňa požiadavku Medzinárodnej komisie pre ochranu pred neionizujúcim žiarením (ICNIRP, International Commission on Non-Ionizing Radiation Protection). xyxy=(1244,1029,1598,1049)
rohs-title: Συμμόρφωση με την οδηγία RoHS. xyxy=(1653,1321,1788,1331)
rohs-text: Tento výrobok spĺňa smernicu 2011/65/EÚ a jej úpravu (EÚ) 2015/863 Európskeho parlamentu a Rady zo 4. júna 2015 o obmedzení používania niektorých nebezpečných látok v elektrických a elektronických zariadeniach. xyxy=(1244,1291,1618,1322)
rohs-text: Este producto cumple con la Directiva 2011/65/UE y su modificación (UE) 2015/863 del Parlamento Europeo y el Consejo del 4 de junio de 2015 sobre la restricción en la utilización de sustancias peligrosas en equipos eléctricos y electrónicos. xyxy=(836,559,1211,591)
instruction-item: 1. Przeczytaj i stosuj się do instrukcji. xyxy=(32,886,397,899)
products-lead: Για όλα τα προϊόντα: xyxy=(1653,873,1734,883)
weee-text xyxy=(1304,1117,1616,1170)
section-subtitle: INSTRUCCIONES DE SEGURIDAD IMPORTANTES xyxy=(836,71,1143,86)
disposal-paragraphs xyxy=(1245,1189,1624,1266)
instruction-item: 4. Achten Sie darauf, das Produkt beim Transport nicht zu beschädigen. xyxy=(1259,160,1624,172)
disposal-paragraph: Dit product mag niet samen met het normale huisvuil worden weggegooid. U bent verantwoordelijk voor het correct verwijderen van alle afval van uw elektronische apparatuur. Breng ze daarvoor naar de aangewezen inzamelpunten voor de recycling van dergelijk gevaarlijk afval. Het gescheiden inzamelen en correct recyclen van afval van uw elektrische en elektronische apparatuur op het moment van weggooien helpt ons om natuurlijke hulpbronnen te behouden en de veiligheid van mens en milieu te waarborgen. Voor meer informatie over de verwijdering, recycling en inzamelpunten voor afval van elektrische en elektronische apparatuur, neem contact op met het lokale stadscentrum, de afvalinzameldienst, de winkel waar u het apparaat heeft gekocht of de fabrikant van het apparaat. xyxy=(427,1222,804,1309)
disposal-paragraphs xyxy=(19,1210,397,1299)
section-subtitle: INSTRUCTIONS DE SÉCURITÉ IMPORTANTES xyxy=(427,71,713,86)
disposal-paragraph: Ez a termék nem dobható a háztartási hulladékkal együtt. Önnek felelőssége, hogy minden elektronikus berendezés hulladékát megfelelően ártalmatlanítsa, ehhez pedig a veszélyes hulladék újrahasznosítására kijelölt gyűjtőpontra kell vinni. A megfelelő gyűjtés és a megfelelő módon történő elektromos és elektronikus berendezések hulladékainak visszanyerése lehetővé teszi, hogy segítsünk megőrizni a természeti erőforrásokat, és biztosítsuk az emberi egészség és a környezet biztonságát. További információért az elektromos és elektronikai berendezési hulladékok ártalmatlanításával, visszanyerésével és gyűjtőpontjaival kapcsolatban, kérjük, lépjen kapcsolatba a helyi városi központtal, a háztartási hulladékkezelő szolgáltatással, az üzlettel, ahol a készüléket megvásárolta, vagy a készülék gyártójával. xyxy=(2062,1211,2434,1298)
language-section xyxy=(428,32,811,771)
body-paragraph: Η Lurbe Grup S.A. πληροί την απαίτηση της Διεθνούς Επιτροπής για την προστασία από τη μη ιονίζουσα ακτινοβολία (ICNIRP, International Commission on Non-Ionizing Radiation Protection). xyxy=(1653,1040,2016,1060)
instruction-item: 1. Prečítajte si a dodržujte pokyny. xyxy=(1259,886,1624,899)
rohs-text: Ez a termék megfelel az Európai Parlament és Tanács 2011/65/EU irányelvének és annak módosításának (EU) 2015/863, amely 2015. június 4-én született, a veszélyes anyagok korlátozására az elektromos és elektronikus berendezésekben. xyxy=(2062,1323,2428,1354)
instruction-item: 3. Respecteer de waarschuwingen. xyxy=(441,911,806,923)
rohs-text: This product complies with Directive 2011/65/EU and its amendment (EU) 2015/863 of the European Parliament and the Council of June 4, 2015, on the restriction of the use of certain hazardous substances in electrical and electronic equipment. xyxy=(19,549,390,580)
instruction-item: 1. Διαβάστε και ακολουθήστε τις οδηγίες. xyxy=(1667,886,2032,899)
weee-notice-box xyxy=(1653,368,2032,435)
body-paragraph: Cet appareil est conforme aux exigences de l'Union européenne (1999/5/CE) concernant la limitation de l'exposition du grand public aux champs électromagnétiques en ce qui concerne la protection de la santé. Les limites font partie de recommandations étendues pour la protection du grand public. Ces recommandations ont été élaborées et vérifiées par des organisations scientifiques indépendantes à travers des évaluations fréquentes et minutieuses d'études scientifiques. L'unité de mesure de la limite recommandée par le Conseil européen pour les dispositifs mobiles est le "taux d'absorption spécifique" (SAR, Specific Absorption Rate) et la limite moyenne SAR est de 2,0 W/kg pour 10 grammes de tissu corporel. xyxy=(427,188,805,264)
weee-notice-box xyxy=(19,1121,397,1199)
weee-body: Die Richtlinie über WEEE (Waste Electrical and Electronic Equipment, Abfall von elektrischen und elektronischen Geräten), die am 14/02/2014 als europäisches Gesetz in Kraft getreten ist, regelt die Behandlung von Elektronikgeräten am Ende ihrer Lebensdauer. Die Wiederverwendung, das Recycling und andere Formen der Rückgewinnung solcher Abfälle zur Reduzierung der Entsorgung haben Vorrang. Das WEEE-Logo befindet sich in diesem Abschnitt. xyxy=(1303,375,1613,438)
instruction-list xyxy=(428,122,806,172)
weee-body: A Diretiva sobre Resíduos de Equipamentos Elétricos e Eletrônicos (WEEE - Waste Electrical and Electronic Equipment), que entrou em vigor como lei europeia em 14/02/2014, trata do tratamento de equipamentos eletrônicos no final de sua vida útil. É prioritário reutilizar, reciclar e outras formas de recuperação desses resíduos para reduzir a eliminação. O logotipo WEEE está neste mesmo trecho. xyxy=(2120,375,2424,428)
instruction-item: 1. Olvassa el és kövesse az utasításokat. xyxy=(2076,886,2441,899)
weee-notice-box xyxy=(836,357,1215,435)
section-subtitle: WICHTIGE SICHERHEITSHINWEISE xyxy=(1244,71,1466,86)
instruction-item: 4. Tome cuidado ao transportar o produto para evitar danos. xyxy=(2076,160,2441,172)
instruction-item: 4. Να προσέχετε κατά τη μεταφορά για να μην υποστεί ζημιά το προϊόν. xyxy=(1667,923,2032,936)
rohs-title: Compliance with RoHS requirements. xyxy=(19,536,163,547)
body-paragraph: Dit apparaat voldoet aan de vereisten van de Europese Unie (1999/5/EG) met betrekking tot de beperking van de blootstelling van het algemene publiek aan elektromagnetische velden met betrekking tot de bescherming van de gezondheid. xyxy=(427,951,793,983)
disposal-paragraph: Dieses Produkt darf nicht zusammen mit dem üblichen Haushaltsmüll entsorgt werden. Sie sind dafür verantwortlich, alle Abfälle Ihrer elektronischen Geräte ordnungsgemäß zu entsorgen und sie an den dafür vorgesehenen Sammelstellen für die Entsorgung solcher gefährlichen Abfälle abzugeben. Die getrennte Sammlung und ordnungsgemäße Entsorgung Ihrer elektronischen Geräteabfälle trägt dazu bei, natürliche Ressourcen zu erhalten und die Sicherheit von Mensch und Umwelt zu gewährleisten. Weitere Informationen zur Entsorgung, Wiederverwertung und den Sammelstellen für elektronische Geräteabfälle erhalten Sie von Ihrer örtlichen Stadtverwaltung, dem Entsorgungsdienstleister, dem Geschäft, in dem Sie das Gerät gekauft haben, oder dem Hersteller des Geräts. xyxy=(1244,458,1621,545)
section-title: VEILIGHEID xyxy=(427,796,581,826)
weee-notice-box xyxy=(2063,1121,2441,1199)
instruction-list xyxy=(428,886,806,936)
rohs-title: Cumplimiento en materia de RoHS. xyxy=(836,547,971,557)
instruction-item: 1. Leia e siga as instruções. xyxy=(2076,122,2441,135)
body-paragraph: De limieten maken deel uit van brede aanbevelingen voor de bescherming van het algemene publiek. Deze aanbevelingen zijn ontwikkeld en geverifieerd door onafhankelijke wetenschappelijke organisaties door middel van frequente en grondige evaluaties van wetenschappelijke studies. De meeteenheid voor de aanbevolen limiet van de Europese Raad voor mobiele apparaten is de "Specific Absorption Rate" (SAR) en de gemiddelde SAR-limiet is 20 W/kg over 10 gram lichaamsweefsel. xyxy=(427,990,800,1044)
rohs-text: Dieses Produkt entspricht der Richtlinie 2011/65/EU und ihrer Änderung (EU) 2015/863 des Europäischen Parlaments und des Rates vom 4. Juni 2015 über die Beschränkung der Verwendung bestimmter gefährlicher Stoffe in Elektro- und Elektronikgeräten. xyxy=(1244,570,1610,602)
body-paragraph: Lurbe Grup S.A. rispetta il requisito della Commissione Internazionale per la protezione dalle radiazioni non ionizzanti (ICNIRP, International Commission on Non-Ionizing Radiation Protection). xyxy=(1653,287,2024,307)
section-subtitle: WAŻNE INSTRUKCJE DOTYCZĄCE BEZPIECZEŃSTWA xyxy=(19,835,356,849)
instruction-list xyxy=(2063,886,2441,936)
disposal-paragraph: Tento výrobek nesmí být likvidován s běžným domovním odpadem. Máte povinnost likvidovat veškeré odpady z elektronických zařízení a proto je musíte odevzdat na určené místo určené k recyklaci těchto nebezpečných odpadů. Oddělený sběr a správné zpracování odpadů z elektrických a elektronických zařízení při jejich likvidaci nám umožňuje přispět k ochraně přírodních zdrojů a zajistit bezpečnost lidského zdraví a životního prostředí. Pro více informací o likvidaci, recyklaci a sběrných místech pro odpady z elektrických a elektronických zařízení se obraťte na místní městský úřad, službu pro likvidaci domovního odpadu, obchod, kde jste výrobek zakoupili, nebo výrobce výrobku. xyxy=(836,1200,1212,1276)
instruction-item: 1. Přečtěte si a dodržujte instrukce. xyxy=(850,886,1215,899)
weee-notice-box xyxy=(428,1132,806,1210)
language-section xyxy=(19,771,402,1508)
products-lead: For all products: xyxy=(19,109,82,119)
sar-paragraphs xyxy=(19,188,397,347)
weee-label: WEEE-melding: xyxy=(486,1139,543,1148)
section-subtitle: BELANGRIJKE VEILIGHEIDSINSTRUCTIES xyxy=(427,835,690,849)
weee-body: La directive sur les DEEE (Déchets d'Équipements Électriques et Électroniques), entrée en vigueur en tant que loi européenne le 14/02/2014, concerne le traitement des équipements électroniques en fin de vie. La priorité est donnée à la réutilisation, au recyclage et à d'autres formes de récupération de ces déchets afin de réduire l'élimination. Le logo WEEE est présent dans cette section. xyxy=(486,359,790,412)
